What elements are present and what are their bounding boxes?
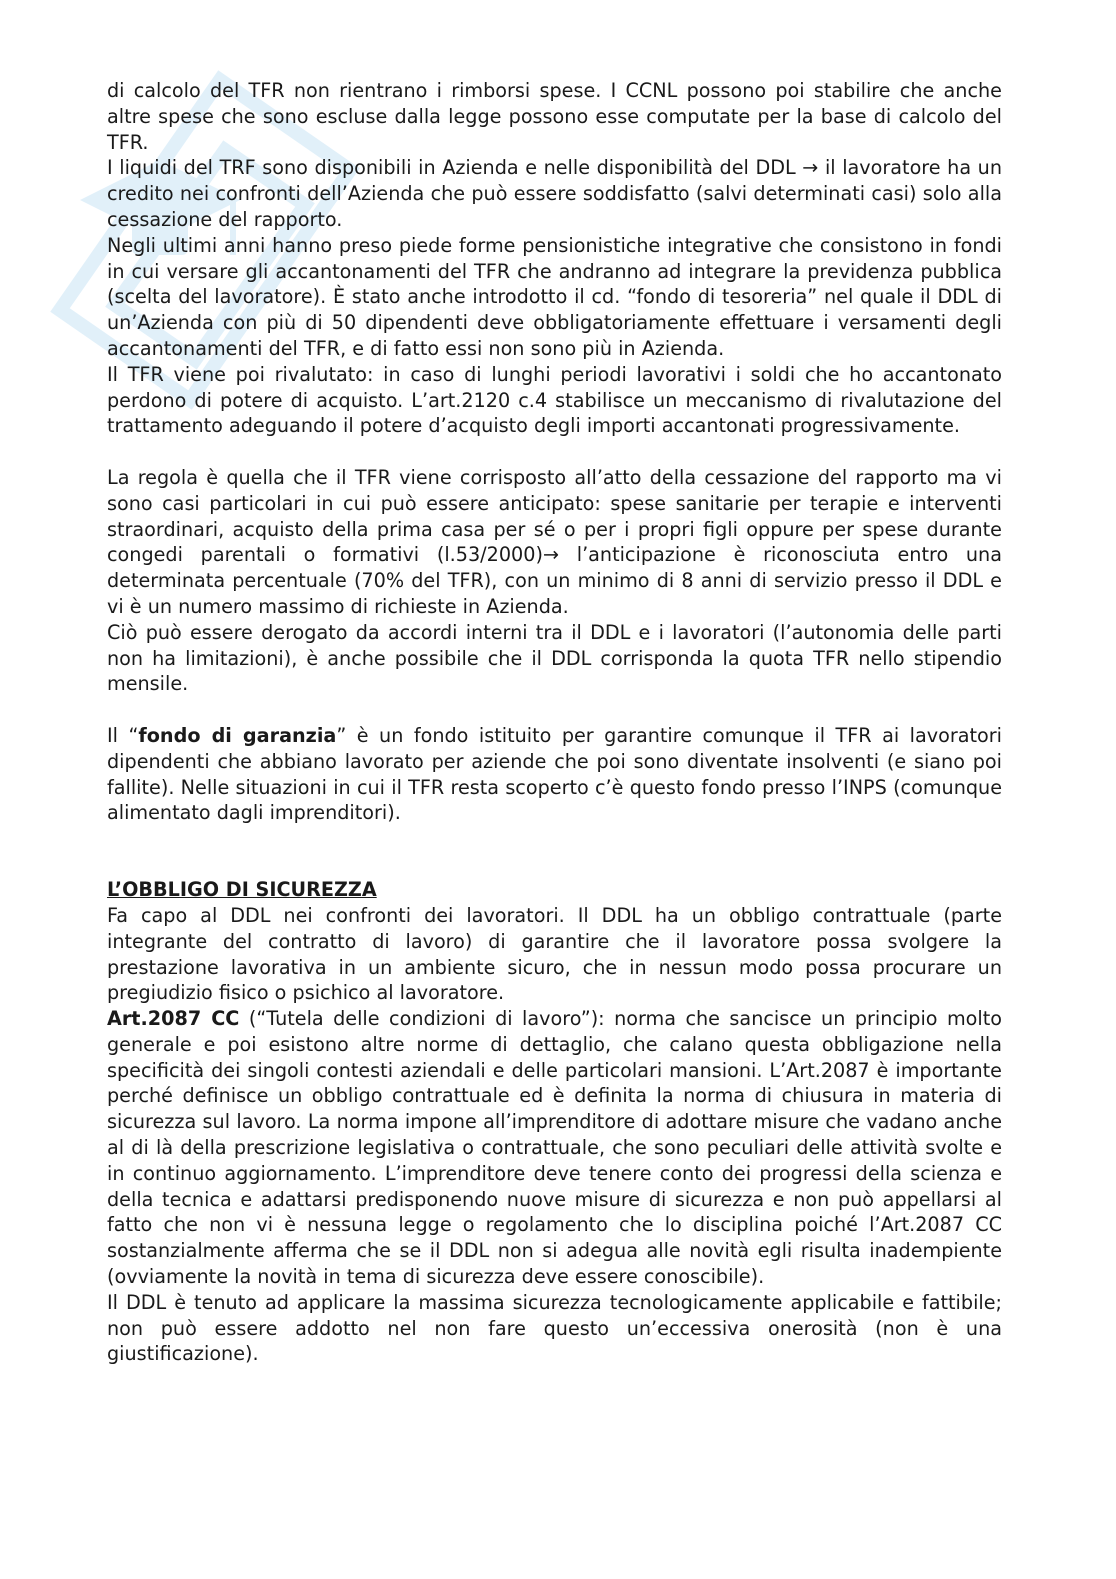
- paragraph-text: Il “: [107, 723, 139, 747]
- arrow-right-icon: →: [802, 156, 819, 180]
- arrow-right-icon: →: [542, 543, 560, 567]
- section-heading: L’OBBLIGO DI SICUREZZA: [107, 878, 377, 902]
- document-page: [107, 78, 1002, 1367]
- paragraph-text: La regola è quella che il TFR viene corrisposto all’atto della cessazione del rapporto ma vi sono casi particolari in cui può essere anticipato: spese sanitarie per terapie e interventi straordinari, acquisto della prima casa per sé o per i propri figli oppure per spese durante congedi parentali o formativi (l.53/2000): [107, 465, 1002, 567]
- bold-term: fondo di garanzia: [138, 723, 337, 747]
- paragraph-text: ” è un fondo istituito per garantire comunque il TFR ai lavoratori dipendenti che abbiano lavorato per aziende che poi sono diventate insolventi (e siano poi fallite). Nelle situazioni in cui il TFR resta scoperto c’è questo fondo presso l’INPS (comunque alimentato dagli imprenditori).: [107, 723, 1002, 825]
- paragraph-max-safety: Il DDL è tenuto ad applicare la massima sicurezza tecnologicamente applicabile e fattibile; non può essere addotto nel non fare questo un’eccessiva onerosità (non è una giustificazione).: [107, 1290, 1002, 1366]
- paragraph-tfr-base: di calcolo del TFR non rientrano i rimborsi spese. I CCNL possono poi stabilire che anche altre spese che sono escluse dalla legge possono esse computate per la base di calcolo del TFR.: [107, 79, 1002, 154]
- paragraph-text: il lavoratore ha un credito nei confronti dell’Azienda che può essere soddisfatto (salvi determinati casi) solo alla cessazione del rapporto.: [107, 156, 1002, 231]
- paragraph-derogation: Ciò può essere derogato da accordi interni tra il DDL e i lavoratori (l’autonomia delle parti non ha limitazioni), è anche possibile che il DDL corrisponda la quota TFR nello stipendio mensile.: [107, 620, 1002, 696]
- paragraph-pension-funds: Negli ultimi anni hanno preso piede forme pensionistiche integrative che consistono in fondi in cui versare gli accantonamenti del TFR che andranno ad integrare la previdenza pubblica (scelta del lavoratore). È stato anche introdotto il cd. “fondo di tesoreria” nel quale il DDL di un’Azienda con più di 50 dipendenti deve obbligatoriamente effettuare i versamenti degli accantonamenti del TFR, e di fatto essi non sono più in Azienda.: [107, 233, 1002, 360]
- paragraph-guarantee-fund: [107, 723, 1002, 826]
- bold-term: Art.2087 CC: [107, 1007, 240, 1031]
- paragraph-tfr-liquidity: [107, 155, 1002, 232]
- paragraph-text: I liquidi del TRF sono disponibili in Azienda e nelle disponibilità del DDL: [107, 156, 796, 180]
- paragraph-revaluation: Il TFR viene poi rivalutato: in caso di lunghi periodi lavorativi i soldi che ho accantonato perdono di potere di acquisto. L’art.2120 c.4 stabilisce un meccanismo di rivalutazione del trattamento adeguando il potere d’acquisto degli importi accantonati progressivamente.: [107, 362, 1002, 438]
- paragraph-safety-obligation: Fa capo al DDL nei confronti dei lavoratori. Il DDL ha un obbligo contrattuale (parte integrante del contratto di lavoro) di garantire che il lavoratore possa svolgere la prestazione lavorativa in un ambiente sicuro, che in nessun modo possa procurare un pregiudizio fisico o psichico al lavoratore.: [107, 903, 1002, 1005]
- paragraph-art-2087: [107, 1006, 1002, 1290]
- paragraph-advance: [107, 465, 1002, 620]
- paragraph-text: (“Tutela delle condizioni di lavoro”): norma che sancisce un principio molto generale e poi esistono altre norme di dettaglio, che calano questa obbligazione nella specificità dei singoli contesti aziendali e delle particolari mansioni. L’Art.2087 è importante perché definisce un obbligo contrattuale ed è definita la norma di chiusura in materia di sicurezza sul lavoro. La norma impone all’imprenditore di adottare misure che vadano anche al di là della prescrizione legislativa o contrattuale, che sono peculiari delle attività svolte e in continuo aggiornamento. L’imprenditore deve tenere conto dei progressi della scienza e della tecnica e adattarsi predisponendo nuove misure di sicurezza e non può appellarsi al fatto che non vi è nessuna legge o regolamento che lo disciplina poiché l’Art.2087 CC sostanzialmente afferma che se il DDL non si adegua alle novità egli risulta inadempiente (ovviamente la novità in tema di sicurezza deve essere conoscibile).: [107, 1007, 1002, 1289]
- paragraph-text: l’anticipazione è riconosciuta entro una determinata percentuale (70% del TFR), con un minimo di 8 anni di servizio presso il DDL e vi è un numero massimo di richieste in Azienda.: [107, 543, 1002, 618]
